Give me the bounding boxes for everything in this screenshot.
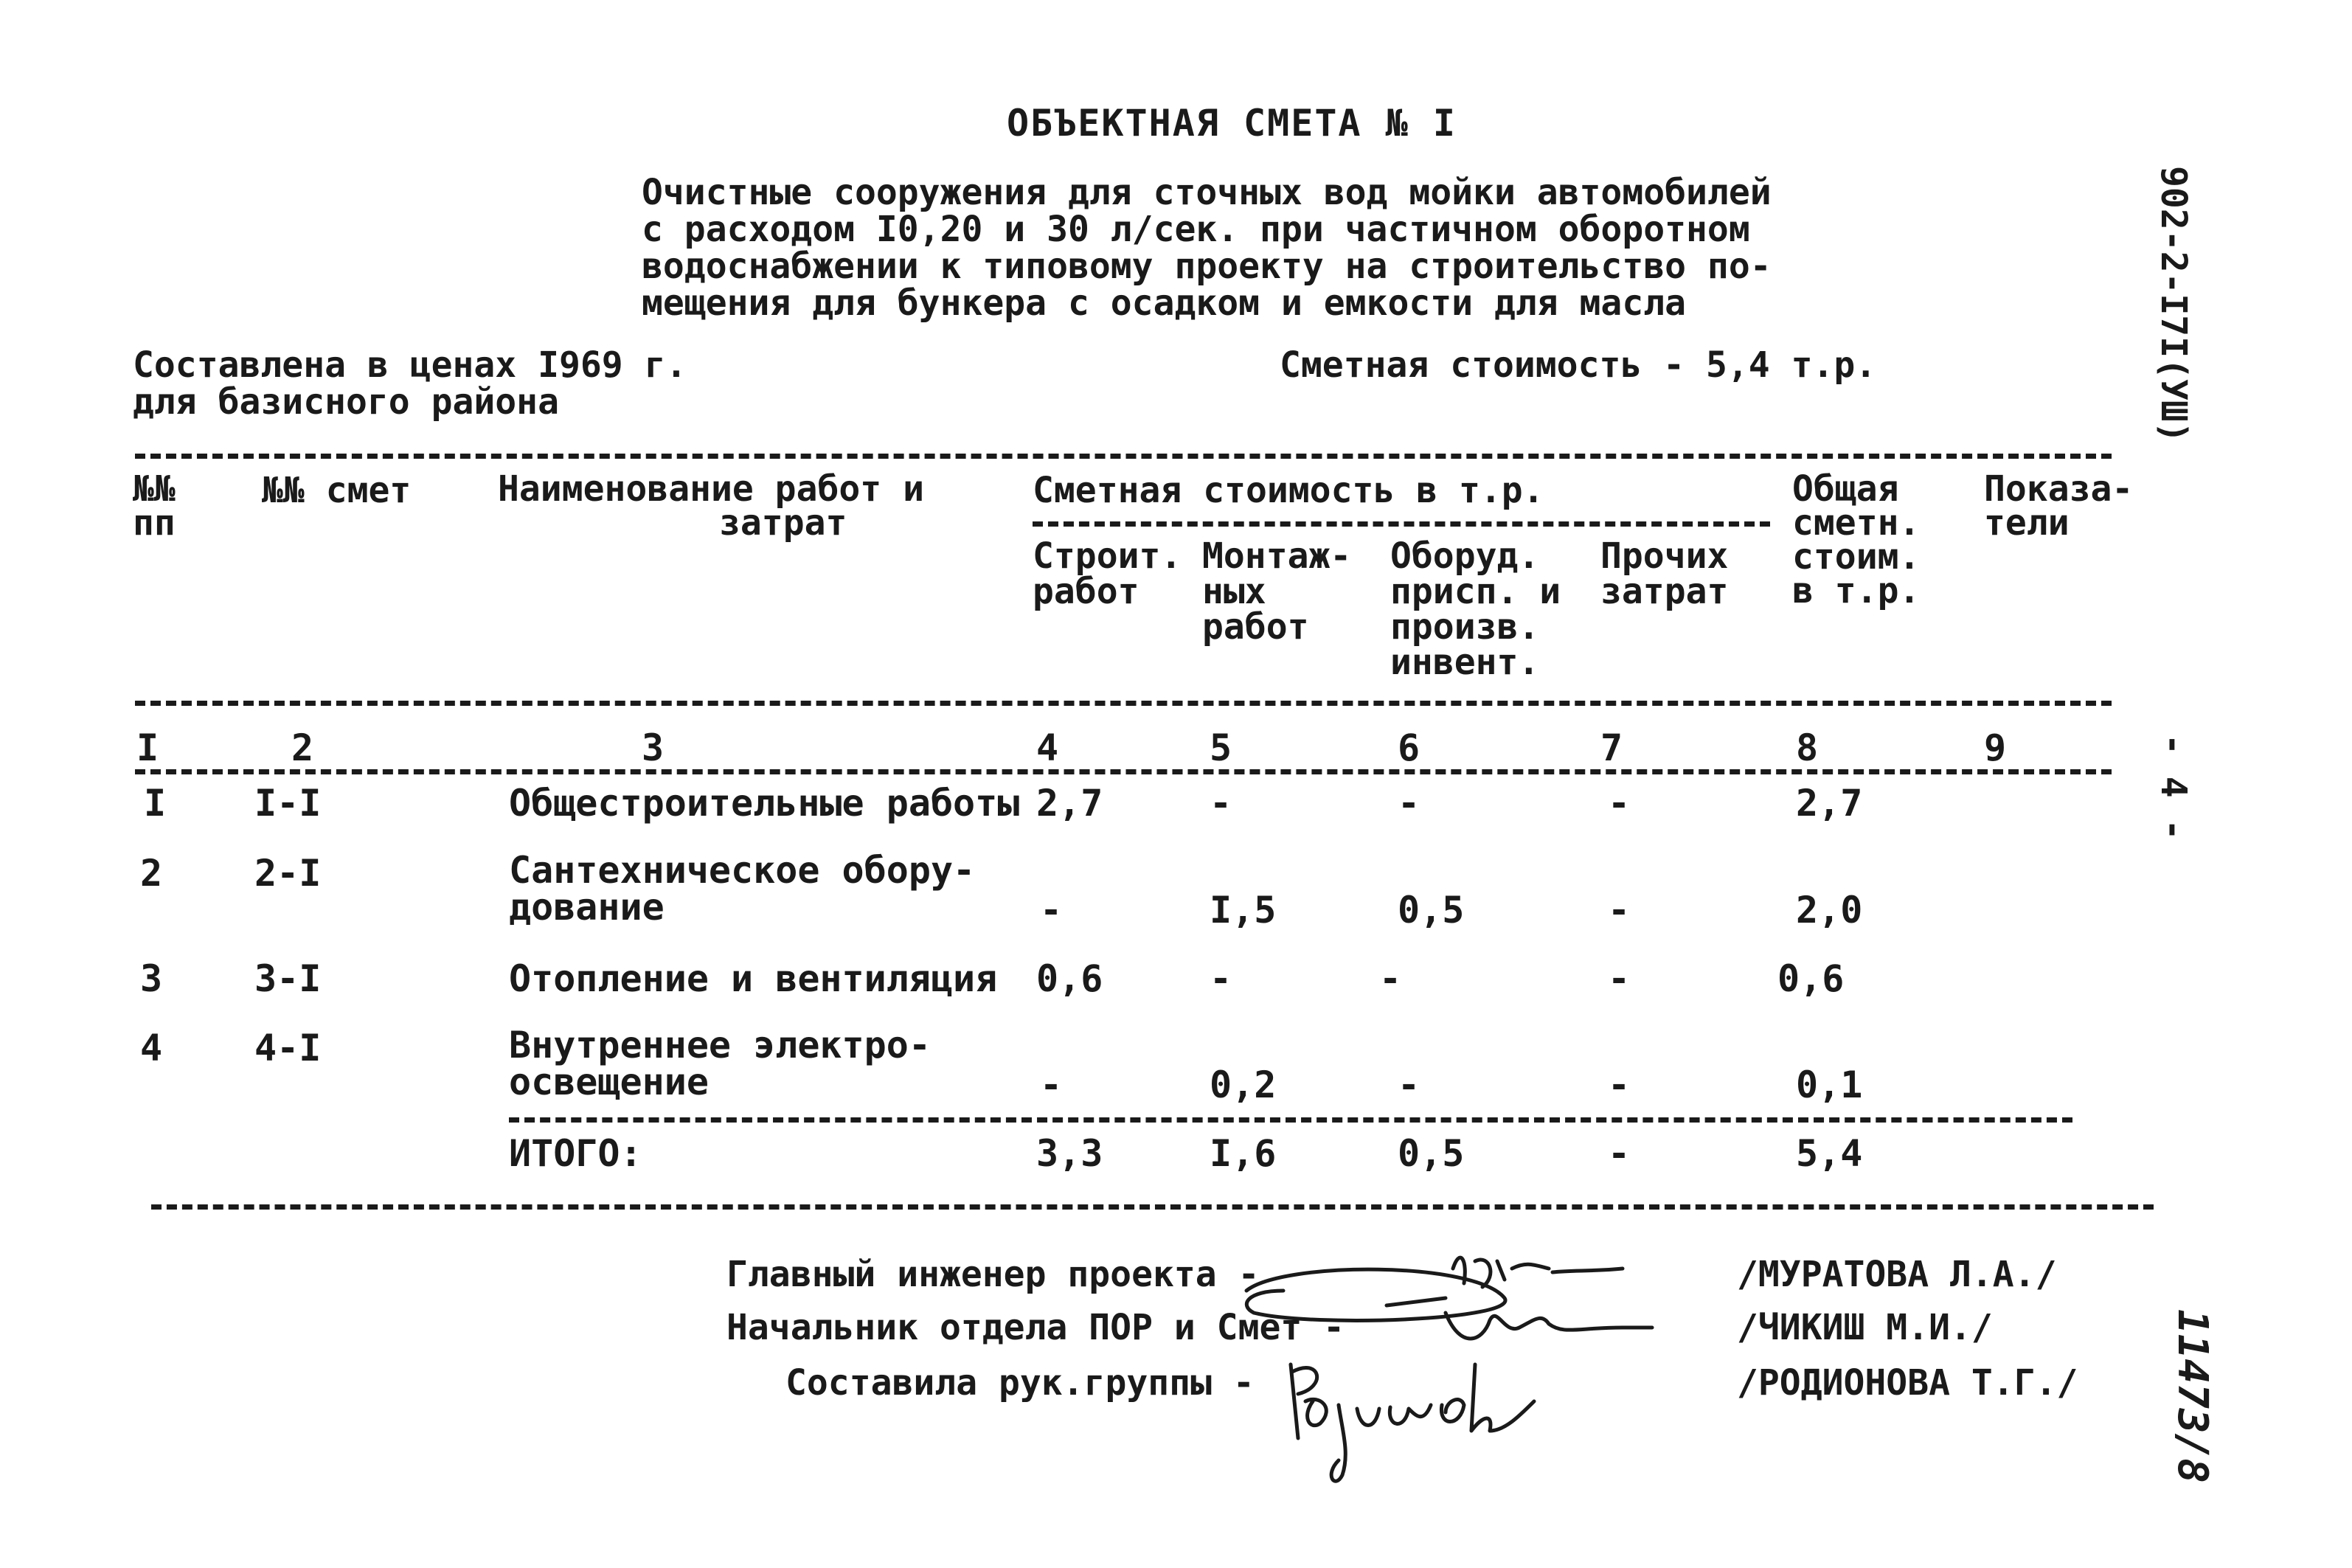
handwritten-signatures	[1239, 1217, 1755, 1497]
subtitle-line-2: с расходом I0,20 и 30 л/сек. при частичном оборотном	[642, 209, 1750, 250]
table-row-2-name: Сантехническое обору- дование	[509, 849, 976, 929]
total-c8: 5,4	[1796, 1132, 1863, 1175]
table-bottom-rule	[151, 1204, 2154, 1210]
table-row-1-c5: -	[1210, 782, 1232, 825]
header-col1: №№ пп	[133, 468, 176, 544]
header-group-cost: Сметная стоимость в т.р.	[1033, 470, 1544, 511]
subtitle-line-3: водоснабжении к типовому проекту на строительство по-	[642, 246, 1772, 287]
table-row-4-smeta: 4-I	[254, 1027, 322, 1069]
subtitle-line-4: мещения для бункера с осадком и емкости для масла	[642, 282, 1687, 324]
table-row-2-c6: 0,5	[1398, 889, 1465, 932]
table-row-3-c8: 0,6	[1777, 957, 1845, 1000]
table-row-1-c8: 2,7	[1796, 782, 1863, 825]
column-number-6: 6	[1398, 726, 1420, 769]
table-row-4-c8: 0,1	[1796, 1064, 1863, 1106]
table-row-2-c4: -	[1040, 889, 1063, 932]
signature-role-1: Главный инженер проекта -	[726, 1254, 1260, 1295]
column-number-8: 8	[1796, 726, 1819, 769]
table-top-rule	[135, 454, 2112, 459]
total-c7: -	[1608, 1132, 1631, 1175]
header-col2: №№ смет	[262, 470, 412, 511]
total-rule	[509, 1117, 2072, 1123]
header-col8: Общая сметн. стоим. в т.р.	[1792, 468, 1921, 611]
archive-number: 11473/8	[2168, 1309, 2216, 1484]
table-row-4-name: Внутреннее электро- освещение	[509, 1024, 931, 1103]
page-number: - 4 -	[2153, 734, 2194, 841]
table-row-1-name: Общестроительные работы	[509, 782, 1020, 825]
column-number-4: 4	[1036, 726, 1059, 769]
header-col4: Строит. работ	[1033, 535, 1182, 612]
table-row-3-name: Отопление и вентиляция	[509, 957, 998, 1000]
table-row-4-n: 4	[140, 1027, 163, 1069]
header-bottom-rule	[135, 701, 2112, 706]
signature-role-3: Составила рук.группы -	[785, 1362, 1255, 1404]
total-label: ИТОГО:	[509, 1132, 642, 1175]
table-row-4-c4: -	[1040, 1064, 1063, 1106]
table-row-2-c8: 2,0	[1796, 889, 1863, 932]
signature-role-2: Начальник отдела ПОР и Смет -	[726, 1307, 1345, 1348]
table-row-1-smeta: I-I	[254, 782, 322, 825]
table-row-1-c4: 2,7	[1036, 782, 1103, 825]
table-row-4-c7: -	[1608, 1064, 1631, 1106]
signature-name-1: /МУРАТОВА Л.А./	[1737, 1254, 2057, 1295]
table-row-1-n: I	[144, 782, 167, 825]
header-col6: Оборуд. присп. и произв. инвент.	[1390, 535, 1561, 683]
side-code: 902-2-I7I(УШ)	[2153, 166, 2194, 443]
table-row-1-c7: -	[1608, 782, 1631, 825]
document-title: ОБЪЕКТНАЯ СМЕТА № I	[1007, 102, 1457, 145]
price-basis-line-1: Составлена в ценах I969 г.	[133, 344, 687, 386]
estimated-cost: Сметная стоимость - 5,4 т.р.	[1280, 344, 1877, 386]
header-col9: Показа- тели	[1984, 468, 2134, 544]
table-row-3-n: 3	[140, 957, 163, 1000]
header-col3: Наименование работ и затрат	[498, 468, 924, 544]
table-row-3-c4: 0,6	[1036, 957, 1103, 1000]
table-row-4-c5: 0,2	[1210, 1064, 1277, 1106]
table-row-3-c7: -	[1608, 957, 1631, 1000]
header-col7: Прочих затрат	[1600, 535, 1729, 612]
column-number-5: 5	[1210, 726, 1232, 769]
header-group-rule	[1033, 521, 1770, 527]
column-number-3: 3	[642, 726, 665, 769]
signature-name-2: /ЧИКИШ М.И./	[1737, 1307, 1993, 1348]
table-row-4-c6: -	[1398, 1064, 1420, 1106]
column-number-2: 2	[291, 726, 314, 769]
table-row-3-c6: -	[1379, 957, 1402, 1000]
total-c6: 0,5	[1398, 1132, 1465, 1175]
table-row-2-n: 2	[140, 852, 163, 895]
table-row-3-c5: -	[1210, 957, 1232, 1000]
total-c5: I,6	[1210, 1132, 1277, 1175]
total-c4: 3,3	[1036, 1132, 1103, 1175]
column-number-9: 9	[1984, 726, 2007, 769]
column-number-7: 7	[1600, 726, 1623, 769]
price-basis-line-2: для базисного района	[133, 381, 559, 423]
table-row-3-smeta: 3-I	[254, 957, 322, 1000]
table-row-2-c5: I,5	[1210, 889, 1277, 932]
header-col5: Монтаж- ных работ	[1202, 535, 1352, 648]
table-row-2-c7: -	[1608, 889, 1631, 932]
table-row-1-c6: -	[1398, 782, 1420, 825]
column-number-1: I	[136, 726, 159, 769]
subtitle-line-1: Очистные сооружения для сточных вод мойки автомобилей	[642, 172, 1772, 213]
table-row-2-smeta: 2-I	[254, 852, 322, 895]
column-numbers-rule	[135, 769, 2112, 774]
signature-name-3: /РОДИОНОВА Т.Г./	[1737, 1362, 2078, 1404]
